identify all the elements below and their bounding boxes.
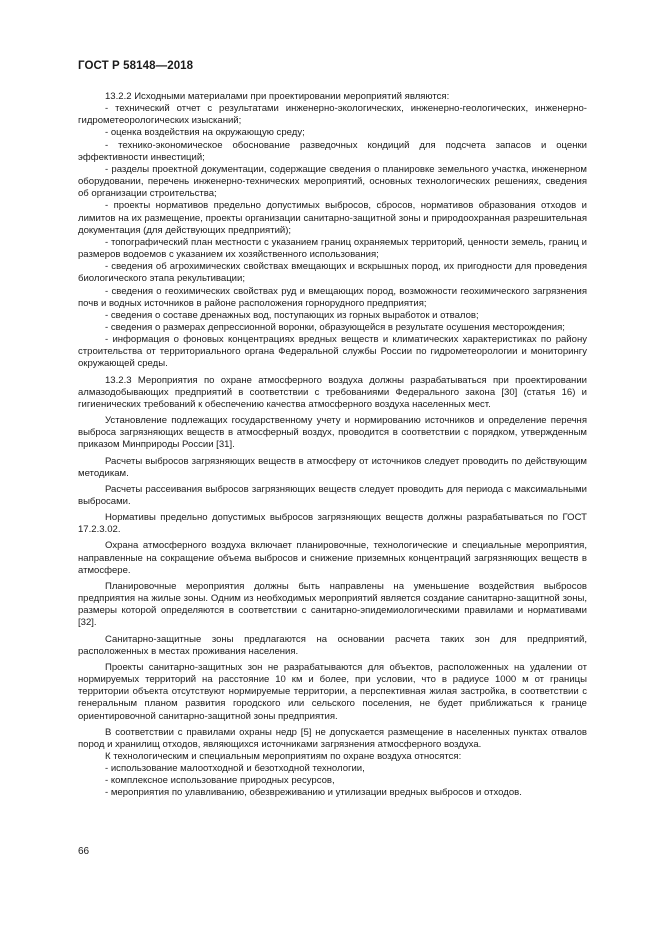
list-item: - информация о фоновых концентрациях вредных веществ и климатических характеристиках по району строительства от территориального органа Федеральной службы России по гидрометеорологии и мониторингу окружающей среды. bbox=[78, 334, 587, 370]
body-paragraph: Расчеты выбросов загрязняющих веществ в атмосферу от источников следует проводить по действующим методикам. bbox=[78, 455, 587, 479]
list-item: - оценка воздействия на окружающую среду; bbox=[105, 127, 305, 139]
list-item: - использование малоотходной и безотходной технологии, bbox=[105, 763, 365, 775]
list-item: - проекты нормативов предельно допустимых выбросов, сбросов, нормативов образования отходов и лимитов на их размещение, проекты организации санитарно-защитной зоны и природоохранная разрешительная документация (для действующих предприятий); bbox=[78, 200, 587, 236]
paragraph-13-2-2: 13.2.2 Исходными материалами при проектировании мероприятий являются: bbox=[105, 91, 450, 102]
body-paragraph: Охрана атмосферного воздуха включает планировочные, технологические и специальные мероприятия, направленные на сокращение объема выбросов и снижение приземных концентраций загрязняющих веществ в атмосфере. bbox=[78, 540, 587, 576]
body-paragraph: К технологическим и специальным мероприятиям по охране воздуха относятся: bbox=[105, 750, 462, 762]
body-paragraph: Санитарно-защитные зоны предлагаются на основании расчета таких зон для предприятий, расположенных в местах проживания населения. bbox=[78, 633, 587, 657]
list-item: - сведения о геохимических свойствах руд и вмещающих пород, возможности геохимического загрязнения почв и водных источников в районе расположения горнорудного предприятия; bbox=[78, 285, 587, 309]
body-paragraph: Проекты санитарно-защитных зон не разрабатываются для объектов, расположенных на удалении от нормируемых территорий на расстояние 10 км и более, при условии, что в радиусе 1000 м от границы территории объекта отсутствуют нормируемые территории, а перспективная жилая застройка, в соответствии с генеральным планом развития городского или сельского поселения, не будет приближаться к границе ориентировочной санитарно-защитной зоны предприятия. bbox=[78, 661, 587, 722]
page-number: 66 bbox=[78, 846, 90, 857]
document-code-header: ГОСТ Р 58148—2018 bbox=[78, 60, 194, 72]
body-paragraph: Расчеты рассеивания выбросов загрязняющих веществ следует проводить для периода с максимальными выбросами. bbox=[78, 483, 587, 507]
list-item: - топографический план местности с указанием границ охраняемых территорий, ценности земель, границ и размеров водоемов с указанием их хозяйственного использования; bbox=[78, 236, 587, 261]
list-item: - сведения о составе дренажных вод, поступающих из горных выработок и отвалов; bbox=[105, 309, 479, 321]
list-item: - мероприятия по улавливанию, обезвреживанию и утилизации вредных выбросов и отходов. bbox=[105, 787, 522, 799]
list-item: - комплексное использование природных ресурсов, bbox=[105, 775, 335, 787]
list-item: - технический отчет с результатами инженерно-экологических, инженерно-геологических, инженерно-гидрометеорологических изысканий; bbox=[78, 103, 587, 127]
list-item: - сведения об агрохимических свойствах вмещающих и вскрышных пород, их пригодности для проведения биологического этапа рекультивации; bbox=[78, 261, 587, 285]
body-paragraph: Нормативы предельно допустимых выбросов загрязняющих веществ должны разрабатываться по ГОСТ 17.2.3.02. bbox=[78, 512, 587, 536]
list-item: - технико-экономическое обоснование разведочных кондиций для подсчета запасов и оценки эффективности инвестиций; bbox=[78, 139, 587, 163]
document-body bbox=[78, 91, 587, 800]
list-item: - разделы проектной документации, содержащие сведения о планировке земельного участка, инженерном оборудовании, перечень инженерно-технических мероприятий, основных технологических решениях, сведения об организации строительства; bbox=[78, 163, 587, 200]
body-paragraph: Установление подлежащих государственному учету и нормированию источников и определение перечня выброса загрязняющих веществ в атмосферный воздух, проводится в соответствии с порядком, утвержденным приказом Минприроды России [31]. bbox=[78, 415, 587, 451]
paragraph-13-2-3: 13.2.3 Мероприятия по охране атмосферного воздуха должны разрабатываться при проектировании алмазодобывающих предприятий в соответствии с требованиями Федерального закона [30] (статья 16) и гигиенических требований к обеспечению качества атмосферного воздуха населенных мест. bbox=[78, 374, 587, 410]
body-paragraph: В соответствии с правилами охраны недр [5] не допускается размещение в населенных пунктах отвалов пород и хранилищ отходов, являющихся источниками загрязнения атмосферного воздуха. bbox=[78, 726, 587, 750]
body-paragraph: Планировочные мероприятия должны быть направлены на уменьшение воздействия выбросов предприятия на жилые зоны. Одним из необходимых мероприятий является создание санитарно-защитной зоны, размеры которой определяются в соответствии с санитарно-эпидемиологическими правилами и нормативами [32]. bbox=[78, 580, 587, 629]
list-item: - сведения о размерах депрессионной воронки, образующейся в результате осушения месторождения; bbox=[105, 321, 565, 333]
